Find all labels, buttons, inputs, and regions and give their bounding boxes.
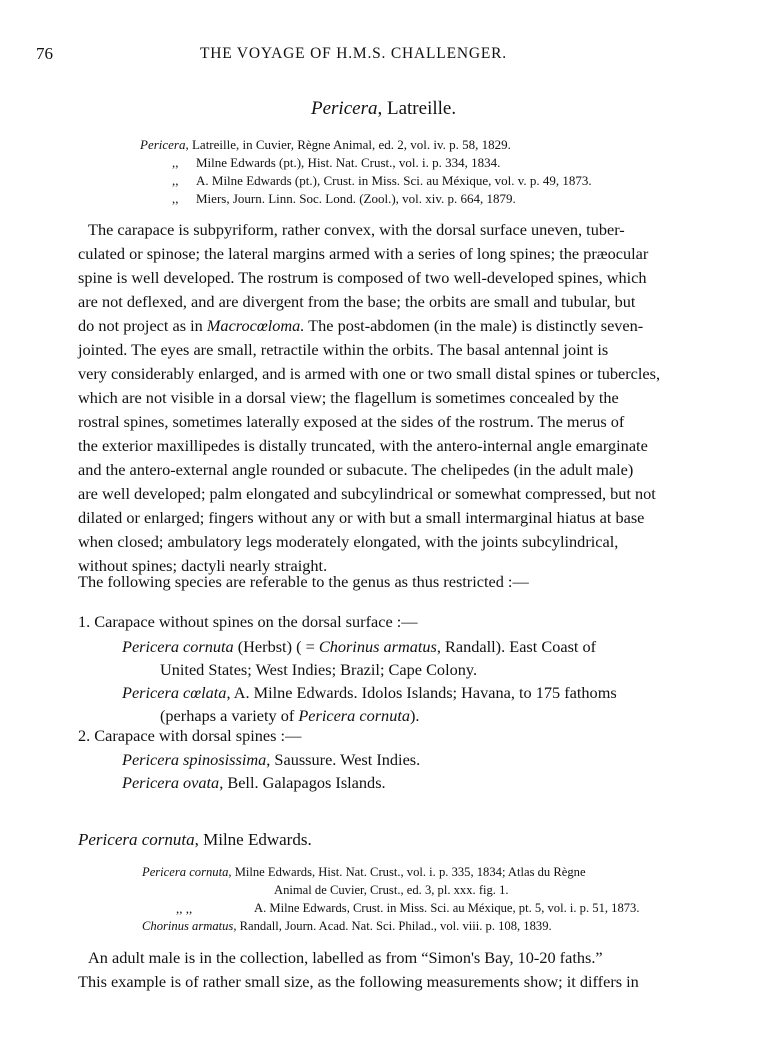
synonymy-line: A. Milne Edwards, Crust. in Miss. Sci. au Méxique, pt. 5, vol. i. p. 51, 1873. bbox=[254, 901, 640, 915]
synonymy-text: , Randall, Journ. Acad. Nat. Sci. Philad., vol. viii. p. 108, 1839. bbox=[233, 919, 552, 933]
genus-name: Pericera bbox=[311, 98, 378, 119]
running-title: THE VOYAGE OF H.M.S. CHALLENGER. bbox=[200, 45, 507, 62]
species-name: Pericera cornuta bbox=[122, 637, 234, 656]
species-name: Pericera cornuta bbox=[298, 706, 411, 725]
text-run: , Bell. Galapagos Islands. bbox=[219, 773, 386, 792]
synonymy-text: , Milne Edwards, Hist. Nat. Crust., vol. i. p. 335, 1834; Atlas du Règne bbox=[228, 865, 586, 879]
ditto-mark: ,, bbox=[172, 155, 179, 170]
description-line: which are not visible in a dorsal view; the flagellum is sometimes concealed by the bbox=[78, 388, 619, 407]
description-line: culated or spinose; the lateral margins armed with a series of long spines; the præocular bbox=[78, 244, 649, 263]
description-line: when closed; ambulatory legs moderately elongated, with the joints subcylindrical, bbox=[78, 532, 619, 551]
page-number: 76 bbox=[36, 44, 53, 63]
synonymy-line bbox=[140, 137, 511, 153]
species-synonym: Chorinus armatus bbox=[318, 637, 437, 656]
ditto-mark: ,, ,, bbox=[176, 901, 193, 916]
species-entry bbox=[122, 773, 386, 793]
description-line: spine is well developed. The rostrum is composed of two well-developed spines, which bbox=[78, 268, 647, 287]
text-run: do not project as in bbox=[78, 316, 207, 335]
description-line: rostral spines, sometimes laterally exposed at the sides of the rostrum. The merus of bbox=[78, 412, 625, 431]
text-run: , Randall). East Coast of bbox=[436, 637, 597, 656]
page-header bbox=[0, 44, 776, 72]
synonymy-species: Chorinus armatus bbox=[142, 919, 234, 933]
description-line: are not deflexed, and are divergent from the base; the orbits are small and tubular, but bbox=[78, 292, 636, 311]
synonymy-text: , Latreille, in Cuvier, Règne Animal, ed. 2, vol. iv. p. 58, 1829. bbox=[185, 137, 511, 152]
description-line: The carapace is subpyriform, rather convex, with the dorsal surface uneven, tuber- bbox=[88, 220, 625, 239]
species-entry bbox=[122, 750, 420, 770]
synonymy-line bbox=[142, 865, 586, 880]
text-run: The post-abdomen (in the male) is distinctly seven- bbox=[304, 316, 644, 335]
species-list-intro: The following species are referable to the genus as thus restricted :— bbox=[78, 572, 529, 591]
species-group-2: 2. Carapace with dorsal spines :— bbox=[78, 726, 302, 745]
synonymy-line: Milne Edwards (pt.), Hist. Nat. Crust., vol. i. p. 334, 1834. bbox=[196, 155, 501, 170]
ditto-mark: ,, bbox=[172, 173, 179, 188]
ditto-mark: ,, bbox=[172, 191, 179, 206]
closing-line: This example is of rather small size, as the following measurements show; it differs in bbox=[78, 972, 639, 991]
genus-heading bbox=[311, 98, 456, 120]
text-run: (perhaps a variety of bbox=[160, 706, 299, 725]
species-name: Pericera cornuta bbox=[78, 830, 195, 849]
description-line: very considerably enlarged, and is armed with one or two small distal spines or tubercles, bbox=[78, 364, 661, 383]
description-line: without spines; dactyli nearly straight. bbox=[78, 556, 328, 575]
description-line: the exterior maxillipedes is distally truncated, with the antero-internal angle emarginate bbox=[78, 436, 648, 455]
species-entry-continued: United States; West Indies; Brazil; Cape Colony. bbox=[160, 660, 478, 679]
species-author: , Milne Edwards. bbox=[194, 830, 312, 849]
text-run: , Saussure. West Indies. bbox=[266, 750, 421, 769]
species-entry bbox=[122, 683, 617, 703]
species-entry bbox=[122, 637, 596, 657]
text-run: , A. Milne Edwards. Idolos Islands; Havana, to 175 fathoms bbox=[226, 683, 617, 702]
synonymy-line bbox=[142, 919, 552, 934]
description-line: are well developed; palm elongated and subcylindrical or somewhat compressed, but not bbox=[78, 484, 656, 503]
species-heading bbox=[78, 830, 312, 850]
description-line: and the antero-external angle rounded or subacute. The chelipedes (in the adult male) bbox=[78, 460, 634, 479]
species-name: Pericera cœlata bbox=[122, 683, 227, 702]
species-entry-continued bbox=[160, 706, 420, 726]
description-line bbox=[78, 316, 643, 336]
description-line: jointed. The eyes are small, retractile within the orbits. The basal antennal joint is bbox=[78, 340, 609, 359]
synonymy-species: Pericera cornuta bbox=[142, 865, 229, 879]
species-group-1: 1. Carapace without spines on the dorsal surface :— bbox=[78, 612, 418, 631]
species-name: Pericera ovata bbox=[122, 773, 220, 792]
text-run: (Herbst) ( = bbox=[233, 637, 319, 656]
species-name: Pericera spinosissima bbox=[122, 750, 267, 769]
genus-reference: Macrocœloma. bbox=[206, 316, 305, 335]
closing-line: An adult male is in the collection, labelled as from “Simon's Bay, 10-20 faths.” bbox=[88, 948, 603, 967]
synonymy-genus: Pericera bbox=[140, 137, 186, 152]
genus-author: , Latreille. bbox=[377, 98, 457, 119]
text-run: ). bbox=[410, 706, 420, 725]
synonymy-line: Animal de Cuvier, Crust., ed. 3, pl. xxx. fig. 1. bbox=[274, 883, 509, 897]
synonymy-line: A. Milne Edwards (pt.), Crust. in Miss. Sci. au Méxique, vol. v. p. 49, 1873. bbox=[196, 173, 592, 188]
description-line: dilated or enlarged; fingers without any or with but a small intermarginal hiatus at base bbox=[78, 508, 645, 527]
synonymy-line: Miers, Journ. Linn. Soc. Lond. (Zool.), vol. xiv. p. 664, 1879. bbox=[196, 191, 516, 206]
